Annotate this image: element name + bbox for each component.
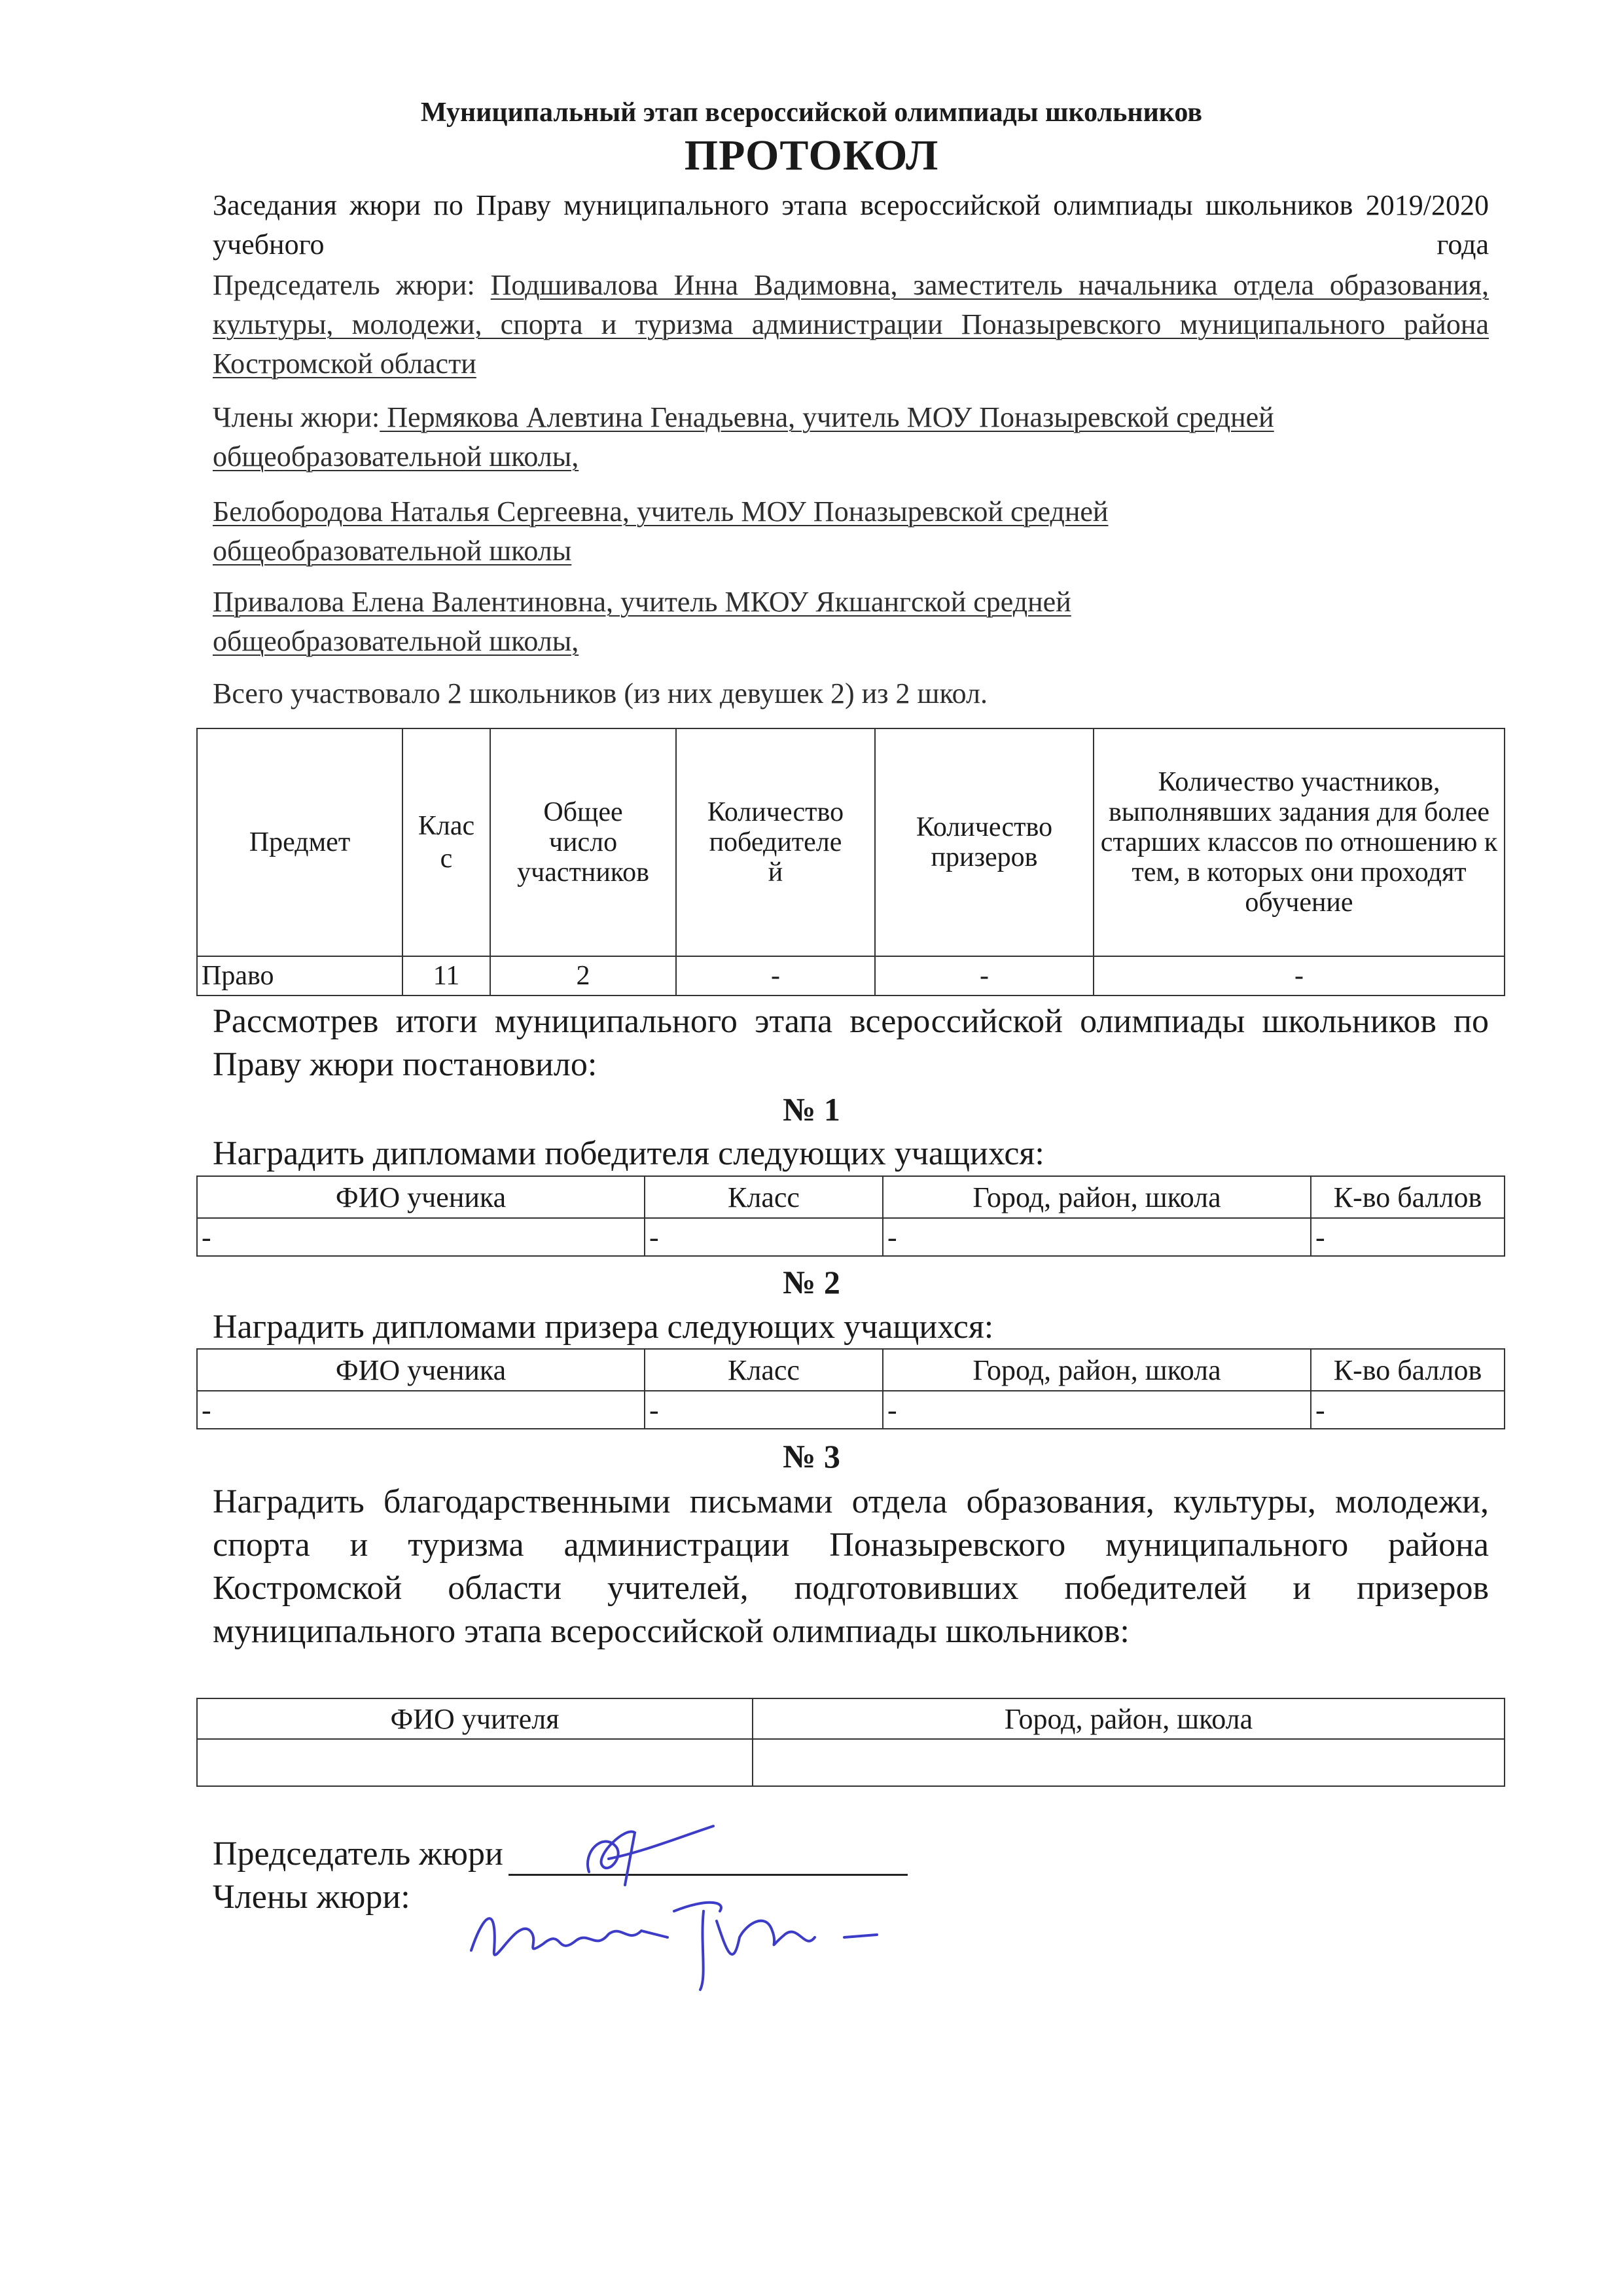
table-row <box>197 1739 1505 1786</box>
chair-value: Подшивалова Инна Вадимовна, заместитель начальника отдела образования, культуры, молодежи, спорта и туризма администрации Поназыревского муниципального района Костромской области <box>213 269 1489 380</box>
members-paragraph <box>213 398 1456 476</box>
cell-student-class: - <box>645 1391 883 1429</box>
members-signatures <box>458 1872 903 1996</box>
decision-text: Рассмотрев итоги муниципального этапа всероссийской олимпиады школьников по Праву жюри постановило: <box>213 1003 1489 1083</box>
header-score: К-во баллов <box>1311 1176 1505 1218</box>
member-1: Пермякова Алевтина Генадьевна, учитель МОУ Поназыревской средней общеобразовательной школы, <box>213 401 1274 473</box>
cell-score: - <box>1311 1218 1505 1256</box>
member-2-paragraph <box>213 492 1325 571</box>
table-row <box>197 956 1505 996</box>
header-teacher-location: Город, район, школа <box>753 1698 1505 1739</box>
teachers-table <box>196 1698 1505 1787</box>
prizewinners-header-row <box>197 1349 1505 1391</box>
cell-location: - <box>883 1391 1311 1429</box>
members-signature-label: Члены жюри: <box>213 1878 410 1916</box>
section-3-number: № 3 <box>783 1438 840 1475</box>
teachers-header-row <box>197 1698 1505 1739</box>
header-teacher-name: ФИО учителя <box>197 1698 753 1739</box>
section-1-text: Наградить дипломами победителя следующих учащихся: <box>213 1135 1044 1172</box>
document-title: ПРОТОКОЛ <box>684 132 939 179</box>
winners-table <box>196 1175 1505 1257</box>
cell-student-name: - <box>197 1391 645 1429</box>
header-older-classes: Количество участников, выполнявших задания для более старших классов по отношению к тем, в которых они проходят обучение <box>1094 728 1505 956</box>
header-location: Город, район, школа <box>883 1349 1311 1391</box>
chair-signature-label: Председатель жюри <box>213 1835 503 1873</box>
cell-winners: - <box>676 956 875 996</box>
chair-signature-line <box>213 1833 1489 1876</box>
section-3-text: Наградить благодарственными письмами отдела образования, культуры, молодежи, спорта и туризма администрации Поназыревского муниципального района Костромской области учителей, подготовивших победителей и призеров муниципального этапа всероссийской олимпиады школьников: <box>213 1483 1489 1650</box>
participants-total: Всего участвовало 2 школьников (из них девушек 2) из 2 школ. <box>213 677 988 709</box>
header-student-class: Класс <box>645 1176 883 1218</box>
table-row <box>197 1218 1505 1256</box>
member-3: Привалова Елена Валентиновна, учитель МКОУ Якшангской средней общеобразовательной школы, <box>213 586 1071 657</box>
header-student-name: ФИО ученика <box>197 1349 645 1391</box>
table-row <box>197 1391 1505 1429</box>
header-score: К-во баллов <box>1311 1349 1505 1391</box>
header-winners: Количество победителе й <box>676 728 875 956</box>
cell-older-classes: - <box>1094 956 1505 996</box>
cell-class: 11 <box>402 956 490 996</box>
cell-location: - <box>883 1218 1311 1256</box>
cell-teacher-location <box>753 1739 1505 1786</box>
header-total: Общее число участников <box>490 728 676 956</box>
cell-subject: Право <box>197 956 402 996</box>
header-student-name: ФИО ученика <box>197 1176 645 1218</box>
cell-teacher-name <box>197 1739 753 1786</box>
header-class: Клас с <box>402 728 490 956</box>
cell-score: - <box>1311 1391 1505 1429</box>
chair-label: Председатель жюри: <box>213 269 475 301</box>
cell-student-name: - <box>197 1218 645 1256</box>
chair-paragraph <box>213 266 1489 384</box>
member-3-paragraph <box>213 583 1325 661</box>
summary-table <box>196 728 1505 996</box>
summary-header-row <box>197 728 1505 956</box>
section-2-text: Наградить дипломами призера следующих учащихся: <box>213 1308 994 1346</box>
cell-total: 2 <box>490 956 676 996</box>
header-prizewinners: Количество призеров <box>875 728 1094 956</box>
members-label: Члены жюри: <box>213 401 380 433</box>
member-2: Белобородова Наталья Сергеевна, учитель МОУ Поназыревской средней общеобразовательной школы <box>213 495 1109 567</box>
meeting-description: Заседания жюри по Праву муниципального этапа всероссийской олимпиады школьников 2019/2020 учебного года <box>213 189 1489 260</box>
section-1-number: № 1 <box>783 1091 840 1128</box>
header-subject: Предмет <box>197 728 402 956</box>
header-student-class: Класс <box>645 1349 883 1391</box>
document-subtitle: Муниципальный этап всероссийской олимпиады школьников <box>420 98 1203 128</box>
header-location: Город, район, школа <box>883 1176 1311 1218</box>
section-2-number: № 2 <box>783 1264 840 1300</box>
prizewinners-table <box>196 1348 1505 1429</box>
cell-prizewinners: - <box>875 956 1094 996</box>
winners-header-row <box>197 1176 1505 1218</box>
cell-student-class: - <box>645 1218 883 1256</box>
